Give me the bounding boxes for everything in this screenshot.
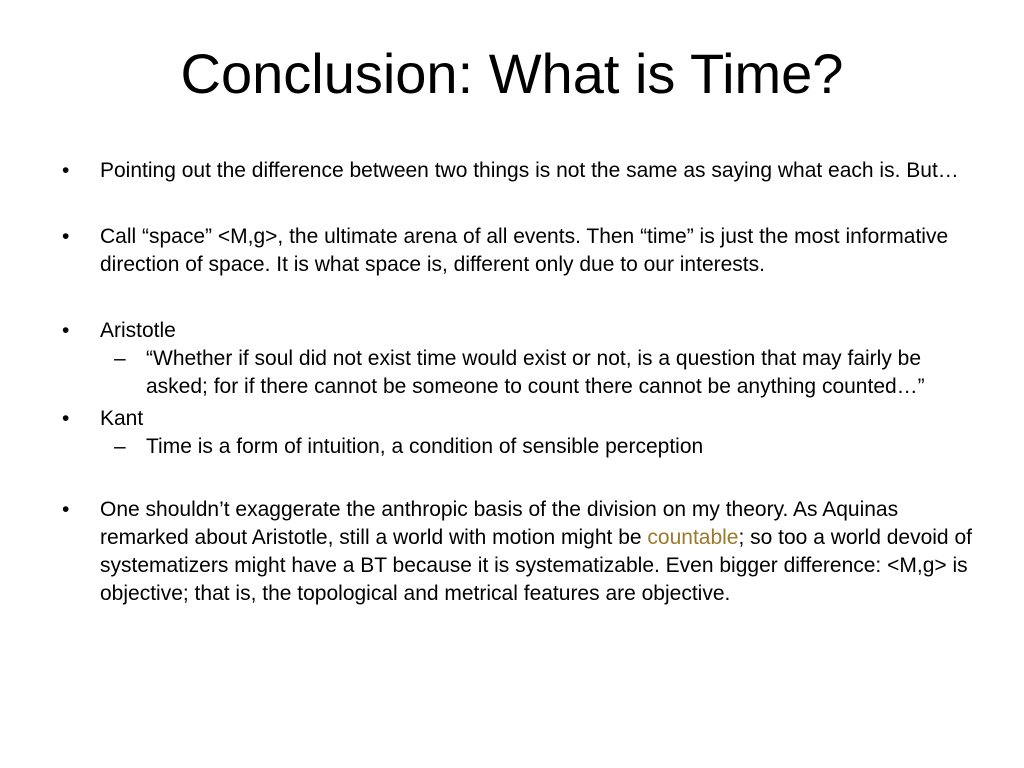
dash-icon: – [114,347,126,370]
sub-bullet-text: “Whether if soul did not exist time would exist or not, is a question that may fairly be asked; for if there cannot be someone to count there cannot be anything counted…” [146,347,925,398]
bullet-text: Aristotle [100,319,176,342]
bullet-icon: • [62,225,70,248]
sub-bullet-text: Time is a form of intuition, a condition of sensible perception [146,435,704,458]
highlighted-word: countable [647,526,739,549]
bullet-icon: • [62,498,70,521]
sub-bullet-item [56,345,976,401]
bullet-text: Pointing out the difference between two things is not the same as saying what each is. But… [100,159,959,182]
bullet-icon: • [62,319,70,342]
bullet-icon: • [62,159,70,182]
text-segment: One shouldn’t exaggerate the anthropic basis of the division on my theory. As Aquinas remarked about Aristotle, still a world with motion might be [100,498,899,549]
slide-content [56,157,976,608]
bullet-item [56,496,976,608]
bullet-item [56,223,976,279]
bullet-text: Kant [100,407,144,430]
dash-icon: – [114,435,126,458]
bullet-item [56,317,976,345]
text-segment: ; so too a world devoid of systematizers might have a BT because it is systematizable. Even bigger difference: <M,g> is objective; that is, the topological and metrical features are objective. [100,526,972,605]
bullet-item [56,405,976,433]
slide-title: Conclusion: What is Time? [180,42,844,105]
bullet-item [56,157,976,185]
bullet-text: Call “space” <M,g>, the ultimate arena of all events. Then “time” is just the most informative direction of space. It is what space is, different only due to our interests. [100,225,949,276]
bullet-text [100,496,976,608]
sub-bullet-item [56,433,976,461]
bullet-icon: • [62,407,70,430]
